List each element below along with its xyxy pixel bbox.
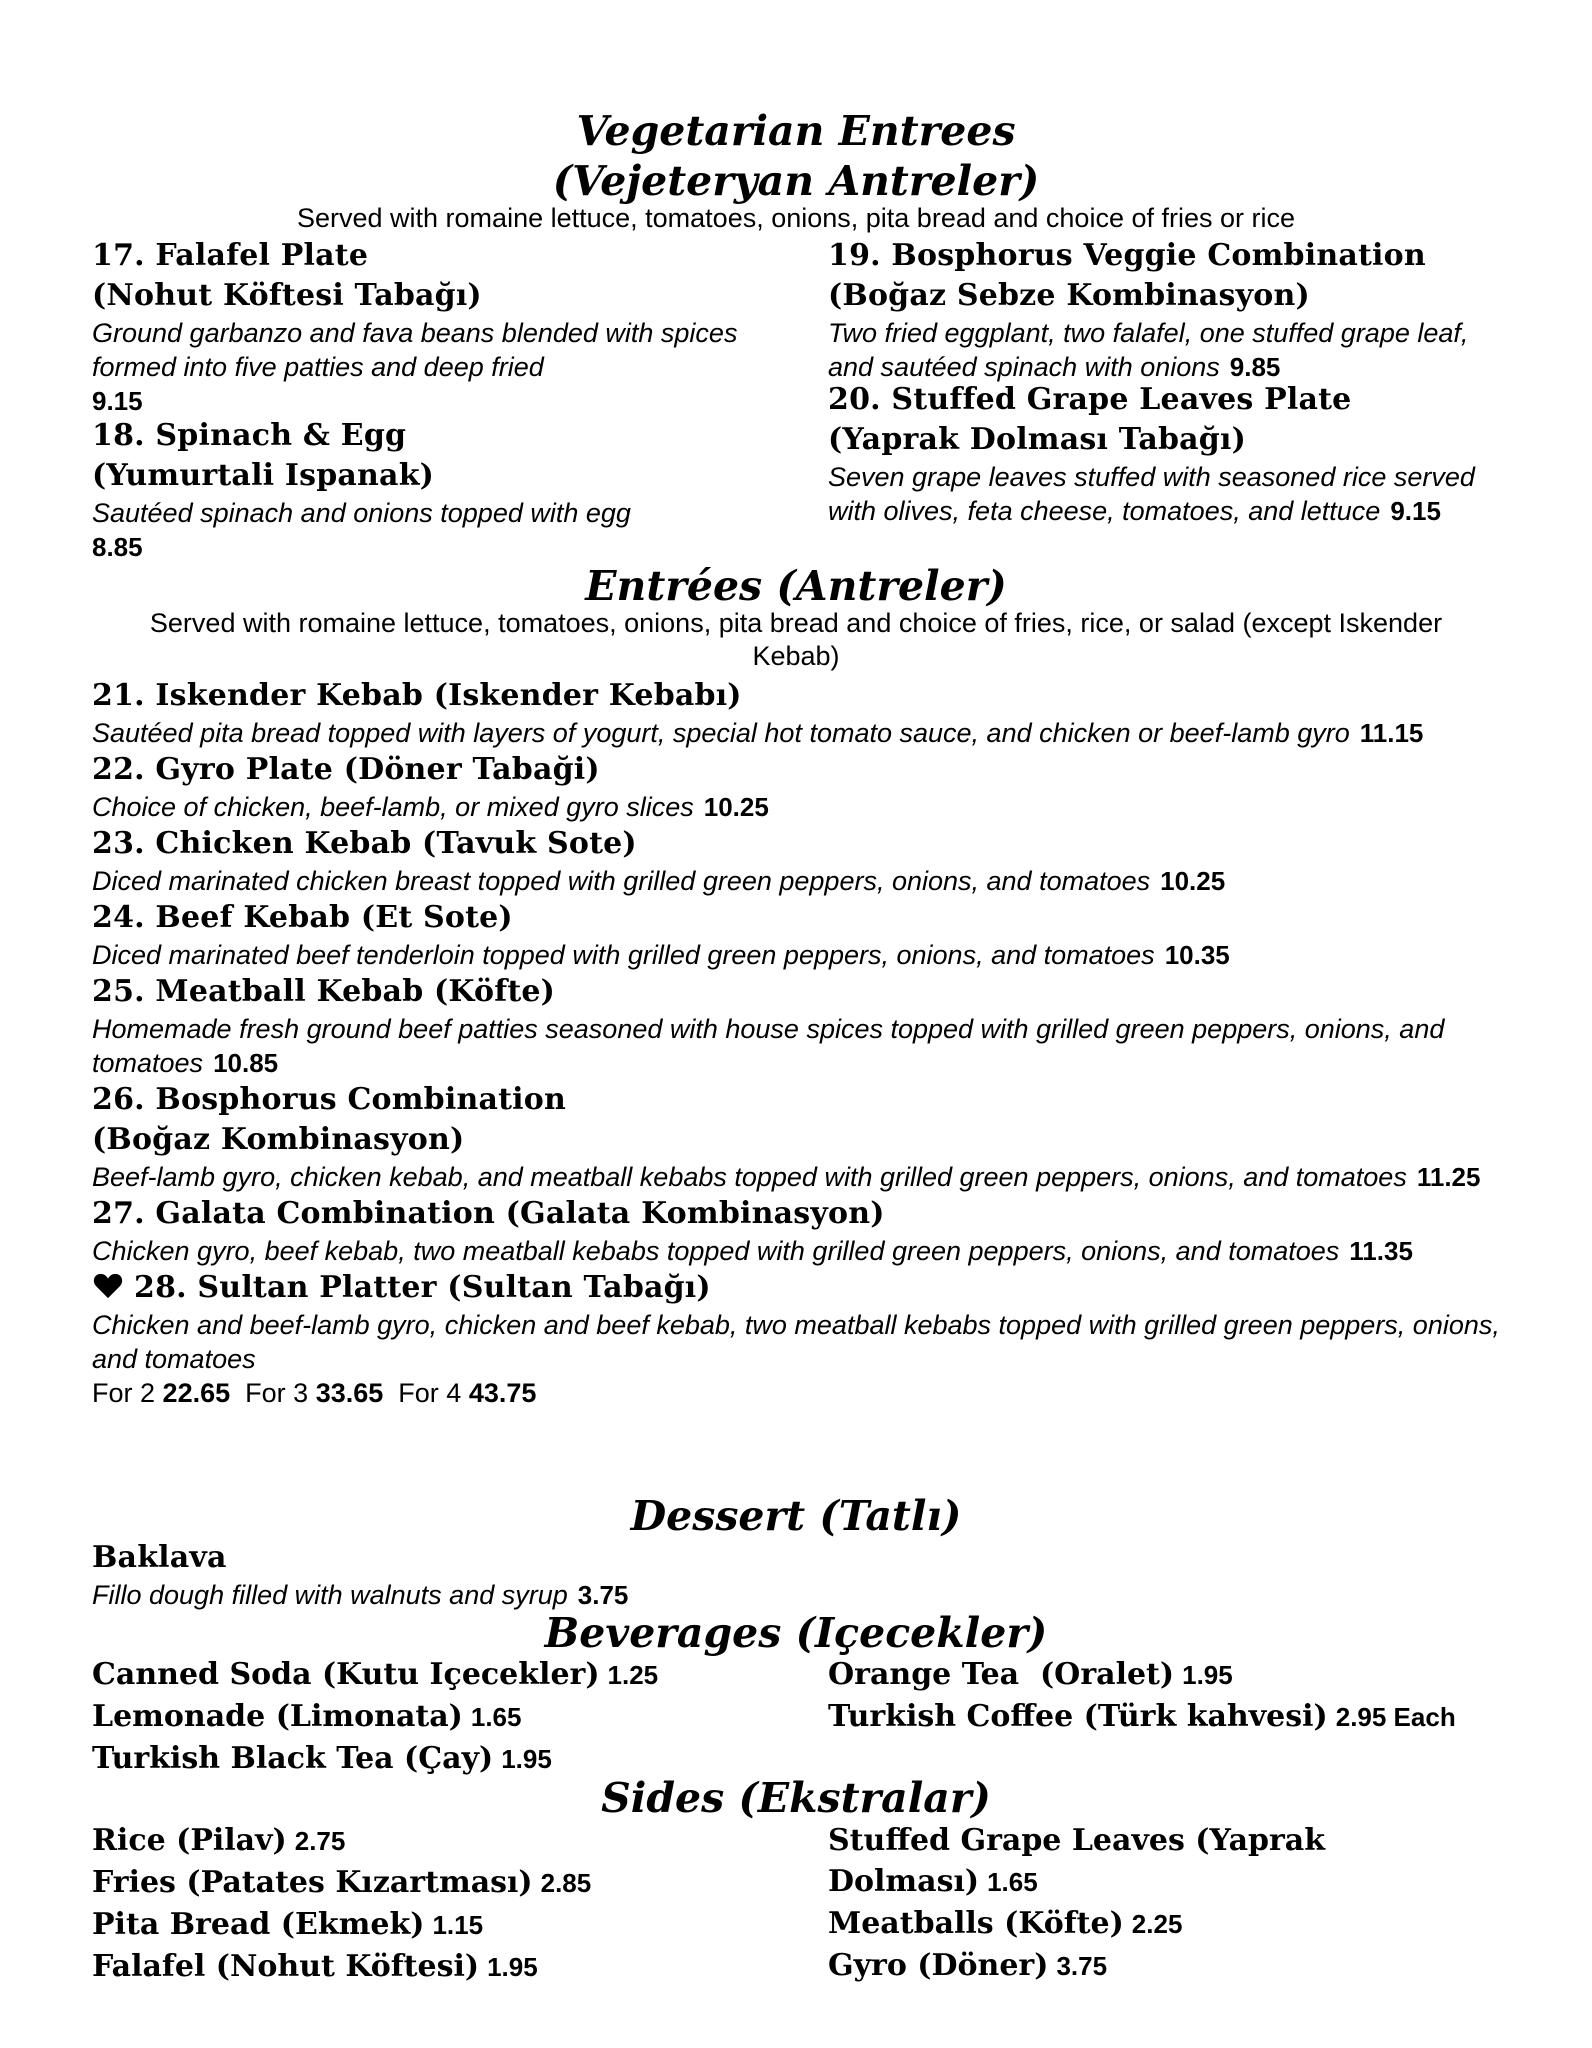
side-name: Pita Bread (Ekmek) <box>92 1907 425 1942</box>
item-price: 11.25 <box>1416 1162 1481 1192</box>
beverage-price: 1.95 <box>501 1744 552 1774</box>
item-price: 11.15 <box>1359 718 1424 748</box>
item-description: Sautéed pita bread topped with layers of yogurt, special hot tomato sauce, and chicken or beef-lamb gyro <box>92 718 1350 748</box>
beverage-name: Turkish Coffee (Türk kahvesi) <box>828 1699 1328 1734</box>
side-price: 1.65 <box>987 1867 1038 1897</box>
vegetarian-served-note: Served with romaine lettuce, tomatoes, onions, pita bread and choice of fries or rice <box>296 203 1296 233</box>
item-price: 9.15 <box>92 386 143 416</box>
side-price: 1.95 <box>487 1952 538 1982</box>
side-name-line2: Dolması) <box>828 1864 980 1899</box>
item-description: Homemade fresh ground beef patties seasoned with house spices topped with grilled green peppers, onions, and tomatoes <box>92 1014 1445 1078</box>
beverage-name: Orange Tea (Oralet) <box>828 1657 1175 1692</box>
side-item <box>828 1903 1325 1945</box>
side-price: 2.75 <box>294 1826 346 1856</box>
item-description: Fillo dough filled with walnuts and syrup <box>92 1580 568 1610</box>
item-name: 20. Stuffed Grape Leaves Plate <box>828 382 1352 417</box>
item-name: 19. Bosphorus Veggie Combination <box>828 238 1426 273</box>
sides-right-column <box>828 1820 1325 1987</box>
item-name: 18. Spinach & Egg <box>92 418 407 453</box>
item-price: 10.25 <box>703 792 769 822</box>
item-price: 11.35 <box>1349 1236 1413 1266</box>
item-description: Ground garbanzo and fava beans blended with spices formed into five patties and deep fried <box>92 318 738 382</box>
side-name: Falafel (Nohut Köftesi) <box>92 1949 480 1984</box>
beverage-item <box>828 1654 1456 1696</box>
beverage-item <box>92 1738 658 1780</box>
side-item <box>828 1945 1325 1987</box>
size-price: 43.75 <box>468 1378 537 1408</box>
beverage-name: Canned Soda (Kutu Içecekler) <box>92 1657 600 1692</box>
item-price: 8.85 <box>92 532 143 562</box>
item-description: Diced marinated beef tenderloin topped with grilled green peppers, onions, and tomatoes <box>92 940 1155 970</box>
item-name-tr: (Nohut Köftesi Tabağı) <box>92 278 482 313</box>
item-description: Diced marinated chicken breast topped with grilled green peppers, onions, and tomatoes <box>92 866 1151 896</box>
vegetarian-title-tr: (Vejeteryan Antreler) <box>552 157 1040 205</box>
size-label: For 2 <box>92 1378 156 1408</box>
side-item <box>92 1904 591 1946</box>
item-description: Seven grape leaves stuffed with seasoned rice served with olives, feta cheese, tomatoes, and lettuce <box>828 462 1475 526</box>
item-description: Choice of chicken, beef-lamb, or mixed gyro slices <box>92 792 694 822</box>
side-price: 1.15 <box>432 1910 484 1940</box>
beverage-item <box>92 1654 658 1696</box>
item-description: Beef-lamb gyro, chicken kebab, and meatball kebabs topped with grilled green peppers, onions, and tomatoes <box>92 1162 1407 1192</box>
beverages-left-column <box>92 1654 658 1780</box>
side-item <box>92 1862 591 1904</box>
menu-item-28 <box>92 1268 1512 1410</box>
side-item <box>828 1861 1325 1903</box>
item-price: 9.85 <box>1229 352 1281 382</box>
menu-item-baklava <box>92 1538 1092 1612</box>
entrees-served-note: Served with romaine lettuce, tomatoes, onions, pita bread and choice of fries, rice, or salad (except Iskender Kebab) <box>149 608 1443 671</box>
beverage-price: 1.95 <box>1182 1660 1233 1690</box>
menu-item-18 <box>92 416 772 564</box>
beverage-item <box>92 1696 658 1738</box>
item-name-tr: (Yumurtali Ispanak) <box>92 458 435 493</box>
size-label: For 4 <box>398 1378 462 1408</box>
item-name: 28. Sultan Platter (Sultan Tabağı) <box>134 1270 711 1305</box>
item-name: 21. Iskender Kebab (Iskender Kebabı) <box>92 678 742 713</box>
beverage-price: 2.95 Each <box>1335 1702 1456 1732</box>
item-price: 9.15 <box>1390 496 1441 526</box>
item-name: 22. Gyro Plate (Döner Tabaği) <box>92 752 600 787</box>
menu-item-24 <box>92 898 1512 972</box>
heart-icon <box>92 1273 124 1299</box>
side-item <box>92 1820 591 1862</box>
side-price: 3.75 <box>1056 1951 1108 1981</box>
side-item-name-line1: Stuffed Grape Leaves (Yaprak <box>828 1823 1326 1858</box>
beverage-price: 1.25 <box>607 1660 659 1690</box>
size-label: For 3 <box>245 1378 309 1408</box>
item-name: 26. Bosphorus Combination <box>92 1082 566 1117</box>
entrees-list <box>92 676 1512 1410</box>
side-price: 2.85 <box>540 1868 592 1898</box>
side-name: Fries (Patates Kızartması) <box>92 1865 533 1900</box>
menu-item-22 <box>92 750 1512 824</box>
side-name: Meatballs (Köfte) <box>828 1906 1124 1941</box>
item-description: Sautéed spinach and onions topped with egg <box>92 498 631 528</box>
item-name: 17. Falafel Plate <box>92 238 369 273</box>
sides-left-column <box>92 1820 591 1988</box>
item-price: 10.85 <box>213 1048 279 1078</box>
dessert-title: Dessert (Tatlı) <box>630 1492 962 1540</box>
item-price: 10.25 <box>1160 866 1226 896</box>
beverages-title: Beverages (Içecekler) <box>544 1609 1048 1657</box>
size-price: 22.65 <box>162 1378 231 1408</box>
beverage-item <box>828 1696 1456 1738</box>
entrees-title: Entrées (Antreler) <box>585 562 1007 610</box>
vegetarian-title: Vegetarian Entrees <box>576 107 1016 155</box>
item-name-tr: (Boğaz Kombinasyon) <box>92 1122 465 1157</box>
side-item <box>92 1946 591 1988</box>
item-price: 10.35 <box>1164 940 1230 970</box>
item-name: 23. Chicken Kebab (Tavuk Sote) <box>92 826 637 861</box>
beverage-price: 1.65 <box>470 1702 522 1732</box>
menu-item-17 <box>92 236 772 418</box>
menu-item-20 <box>828 380 1508 528</box>
item-price: 3.75 <box>577 1580 629 1610</box>
beverage-name: Lemonade (Limonata) <box>92 1699 463 1734</box>
menu-item-23 <box>92 824 1512 898</box>
item-name: Baklava <box>92 1540 227 1575</box>
item-name-tr: (Boğaz Sebze Kombinasyon) <box>828 278 1310 313</box>
beverage-name: Turkish Black Tea (Çay) <box>92 1741 494 1776</box>
item-size-prices <box>92 1376 1512 1410</box>
side-name: Rice (Pilav) <box>92 1823 287 1858</box>
item-name: 27. Galata Combination (Galata Kombinasyon) <box>92 1196 885 1231</box>
menu-item-19 <box>828 236 1508 384</box>
menu-item-26 <box>92 1080 1512 1194</box>
item-name: 24. Beef Kebab (Et Sote) <box>92 900 513 935</box>
item-description: Two fried eggplant, two falafel, one stuffed grape leaf, and sautéed spinach with onions <box>828 318 1469 382</box>
beverages-right-column <box>828 1654 1456 1738</box>
side-price: 2.25 <box>1131 1909 1183 1939</box>
item-description: Chicken gyro, beef kebab, two meatball kebabs topped with grilled green peppers, onions, and tomatoes <box>92 1236 1340 1266</box>
menu-item-25 <box>92 972 1512 1080</box>
menu-item-27 <box>92 1194 1512 1268</box>
side-name: Gyro (Döner) <box>828 1948 1049 1983</box>
menu-item-21 <box>92 676 1512 750</box>
item-description: Chicken and beef-lamb gyro, chicken and beef kebab, two meatball kebabs topped with grilled green peppers, onions, and tomatoes <box>92 1310 1500 1374</box>
item-name: 25. Meatball Kebab (Köfte) <box>92 974 556 1009</box>
item-name-tr: (Yaprak Dolması Tabağı) <box>828 422 1246 457</box>
size-price: 33.65 <box>315 1378 384 1408</box>
sides-title: Sides (Ekstralar) <box>601 1774 991 1822</box>
